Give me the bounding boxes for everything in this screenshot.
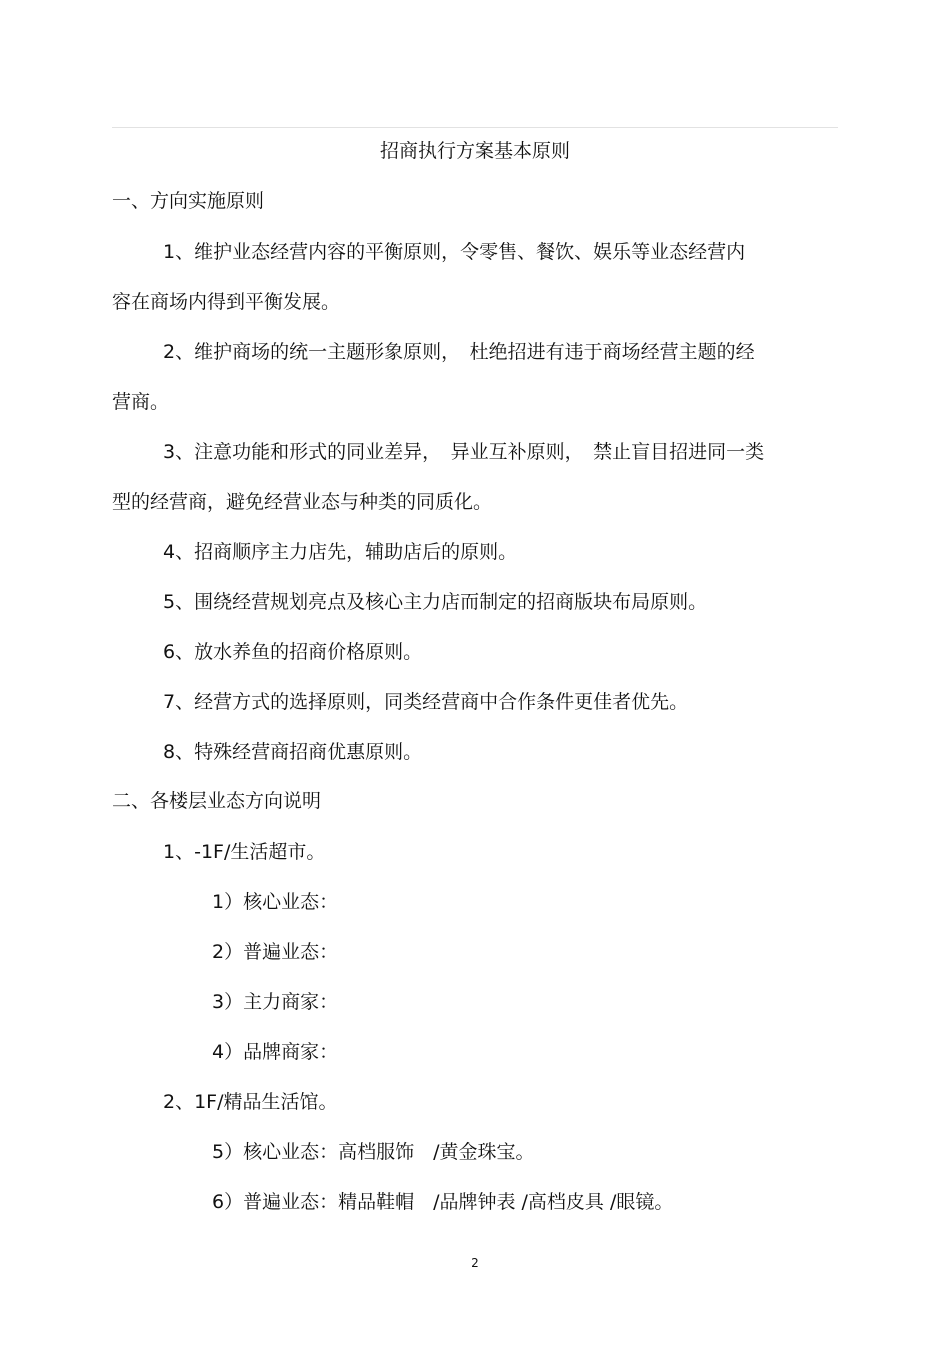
document-title: 招商执行方案基本原则: [379, 140, 570, 162]
floor-subitem: 2）普遍业态：: [212, 941, 339, 963]
principle-1: 1、维护业态经营内容的平衡原则，令零售、餐饮、娱乐等业态经营内: [163, 241, 746, 263]
principle-1-continued: 容在商场内得到平衡发展。: [112, 291, 341, 313]
floor-item: 2、1F/精品生活馆。: [163, 1091, 338, 1113]
principle-2-continued: 营商。: [112, 391, 170, 413]
floor-subitem: 5）核心业态：高档服饰 /黄金珠宝。: [212, 1141, 535, 1163]
section-heading-1: 一、方向实施原则: [112, 190, 265, 212]
principle-3-continued: 型的经营商，避免经营业态与种类的同质化。: [112, 491, 493, 513]
principle-6: 6、放水养鱼的招商价格原则。: [163, 641, 423, 663]
principle-3: 3、注意功能和形式的同业差异， 异业互补原则， 禁止盲目招进同一类: [163, 441, 765, 463]
principle-7: 7、经营方式的选择原则，同类经营商中合作条件更佳者优先。: [163, 691, 689, 713]
section-heading-2: 二、各楼层业态方向说明: [112, 790, 322, 812]
page-number: 2: [471, 1256, 479, 1270]
principle-5: 5、围绕经营规划亮点及核心主力店而制定的招商版块布局原则。: [163, 591, 708, 613]
floor-item: 1、-1F/生活超市。: [163, 841, 326, 863]
principle-2: 2、维护商场的统一主题形象原则， 杜绝招进有违于商场经营主题的经: [163, 341, 755, 363]
floor-subitem: 3）主力商家：: [212, 991, 339, 1013]
principle-8: 8、特殊经营商招商优惠原则。: [163, 741, 423, 763]
floor-subitem: 6）普遍业态：精品鞋帽 /品牌钟表 /高档皮具 /眼镜。: [212, 1191, 674, 1213]
principle-4: 4、招商顺序主力店先，辅助店后的原则。: [163, 541, 518, 563]
floor-subitem: 1）核心业态：: [212, 891, 339, 913]
header-rule: [112, 127, 838, 128]
floor-subitem: 4）品牌商家：: [212, 1041, 339, 1063]
